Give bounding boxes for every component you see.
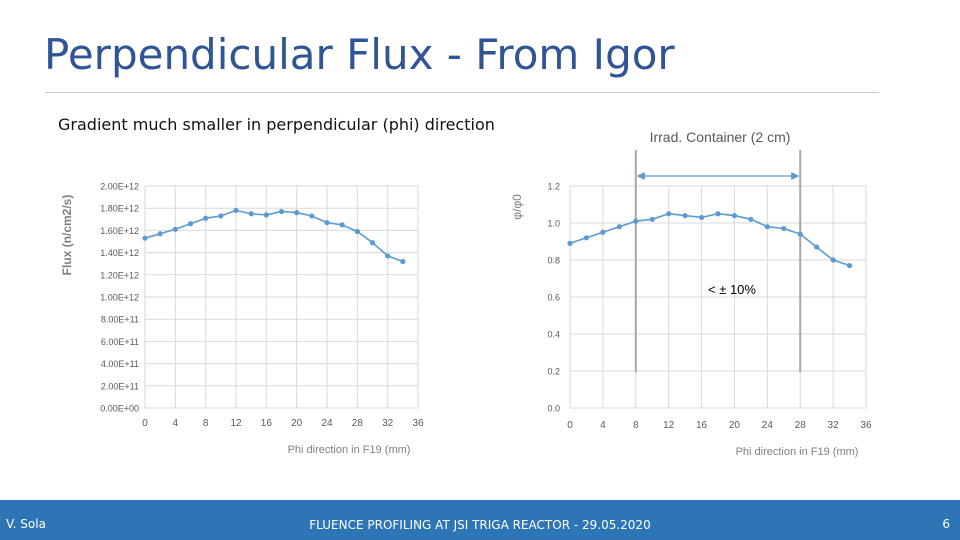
- ratio-chart: [510, 129, 872, 458]
- ratio-y-tick-label: 0.6: [547, 292, 560, 303]
- flux-y-tick-label: 0.00E+00: [100, 403, 139, 414]
- ratio-x-tick-label: 12: [663, 420, 675, 431]
- flux-data-point: [355, 229, 360, 234]
- flux-data-point: [279, 209, 284, 214]
- flux-series-line: [145, 210, 403, 261]
- flux-data-point: [142, 236, 147, 241]
- flux-chart: [60, 182, 424, 457]
- container-annotation: Irrad. Container (2 cm): [649, 129, 791, 145]
- flux-y-tick-label: 1.20E+12: [100, 270, 139, 281]
- flux-y-tick-label: 2.00E+11: [100, 381, 139, 392]
- ratio-x-tick-label: 28: [794, 420, 806, 431]
- flux-data-point: [173, 227, 178, 232]
- ratio-data-point: [814, 244, 819, 249]
- flux-data-point: [400, 259, 405, 264]
- ratio-x-tick-label: 4: [600, 420, 606, 431]
- flux-x-tick-label: 32: [382, 418, 394, 429]
- flux-data-point: [294, 210, 299, 215]
- ratio-data-point: [617, 224, 622, 229]
- ratio-chart-y-axis-label: φ/φ0: [510, 194, 524, 220]
- ratio-x-tick-label: 0: [567, 420, 573, 431]
- flux-y-tick-label: 1.40E+12: [100, 248, 139, 259]
- ratio-x-tick-label: 24: [761, 420, 773, 431]
- flux-x-tick-label: 0: [142, 418, 148, 429]
- ratio-chart-y-ticks: [547, 182, 560, 414]
- page-number: 6: [942, 517, 950, 531]
- flux-x-tick-label: 4: [172, 418, 179, 429]
- flux-y-tick-label: 1.80E+12: [100, 203, 139, 214]
- ratio-chart-grid: [570, 186, 866, 408]
- slide-title: Perpendicular Flux - From Igor: [44, 30, 675, 79]
- ratio-y-tick-label: 1.2: [547, 181, 560, 192]
- flux-y-tick-label: 1.00E+12: [100, 292, 139, 303]
- ratio-chart-x-axis-label: Phi direction in F19 (mm): [735, 446, 859, 458]
- flux-chart-y-axis-label: Flux (n/cm2/s): [60, 194, 74, 276]
- flux-data-point: [249, 211, 254, 216]
- flux-data-point: [340, 222, 345, 227]
- ratio-series-line: [570, 214, 850, 266]
- flux-chart-grid: [145, 186, 418, 408]
- flux-data-point: [370, 240, 375, 245]
- ratio-x-tick-label: 32: [827, 420, 839, 431]
- ratio-data-point: [584, 235, 589, 240]
- flux-data-point: [203, 216, 208, 221]
- footer-author: V. Sola: [6, 517, 46, 531]
- ratio-data-point: [567, 241, 572, 246]
- ratio-data-point: [715, 211, 720, 216]
- flux-data-point: [385, 253, 390, 258]
- ratio-data-point: [781, 226, 786, 231]
- ratio-y-tick-label: 0.4: [547, 329, 560, 340]
- ratio-x-tick-label: 20: [728, 420, 741, 431]
- flux-x-tick-label: 36: [412, 418, 424, 429]
- ratio-y-tick-label: 0.0: [547, 403, 560, 414]
- flux-data-point: [309, 213, 314, 218]
- ratio-data-point: [732, 213, 737, 218]
- ratio-data-point: [748, 217, 753, 222]
- flux-x-tick-label: 24: [321, 418, 333, 429]
- ratio-chart-x-ticks: [567, 420, 872, 431]
- ratio-data-point: [650, 217, 655, 222]
- flux-chart-x-axis-label: Phi direction in F19 (mm): [287, 444, 411, 456]
- flux-x-tick-label: 16: [260, 418, 272, 429]
- ratio-y-tick-label: 0.8: [547, 255, 560, 266]
- flux-data-point: [218, 213, 223, 218]
- footer-bar: [0, 500, 960, 540]
- flux-y-tick-label: 2.00E+12: [100, 181, 139, 192]
- flux-chart-y-ticks: [100, 182, 139, 414]
- flux-x-tick-label: 20: [291, 418, 303, 429]
- flux-y-tick-label: 4.00E+11: [100, 359, 139, 370]
- ratio-data-point: [633, 219, 638, 224]
- flux-data-point: [324, 220, 329, 225]
- ratio-data-point: [765, 224, 770, 229]
- flux-chart-series: [142, 208, 405, 264]
- variation-annotation: < ± 10%: [708, 282, 756, 297]
- flux-data-point: [264, 212, 269, 217]
- ratio-data-point: [600, 230, 605, 235]
- flux-y-tick-label: 8.00E+11: [100, 314, 139, 325]
- flux-data-point: [158, 231, 163, 236]
- flux-data-point: [233, 208, 238, 213]
- ratio-x-tick-label: 36: [860, 420, 872, 431]
- ratio-y-tick-label: 0.2: [547, 366, 560, 377]
- ratio-data-point: [683, 213, 688, 218]
- ratio-data-point: [847, 263, 852, 268]
- flux-x-tick-label: 12: [230, 418, 242, 429]
- flux-data-point: [188, 221, 193, 226]
- slide-subtitle: Gradient much smaller in perpendicular (phi) direction: [58, 115, 495, 134]
- ratio-data-point: [831, 257, 836, 262]
- footer-title: FLUENCE PROFILING AT JSI TRIGA REACTOR - 29.05.2020: [309, 518, 651, 532]
- ratio-y-tick-label: 1.0: [547, 218, 560, 229]
- flux-x-tick-label: 8: [202, 418, 209, 429]
- flux-y-tick-label: 6.00E+11: [100, 336, 139, 347]
- ratio-data-point: [666, 211, 671, 216]
- container-markers: [636, 150, 800, 372]
- ratio-x-tick-label: 8: [632, 420, 639, 431]
- flux-chart-x-ticks: [142, 418, 424, 429]
- ratio-data-point: [699, 215, 704, 220]
- flux-x-tick-label: 28: [351, 418, 363, 429]
- flux-y-tick-label: 1.60E+12: [100, 225, 139, 236]
- ratio-data-point: [798, 232, 803, 237]
- ratio-x-tick-label: 16: [695, 420, 708, 431]
